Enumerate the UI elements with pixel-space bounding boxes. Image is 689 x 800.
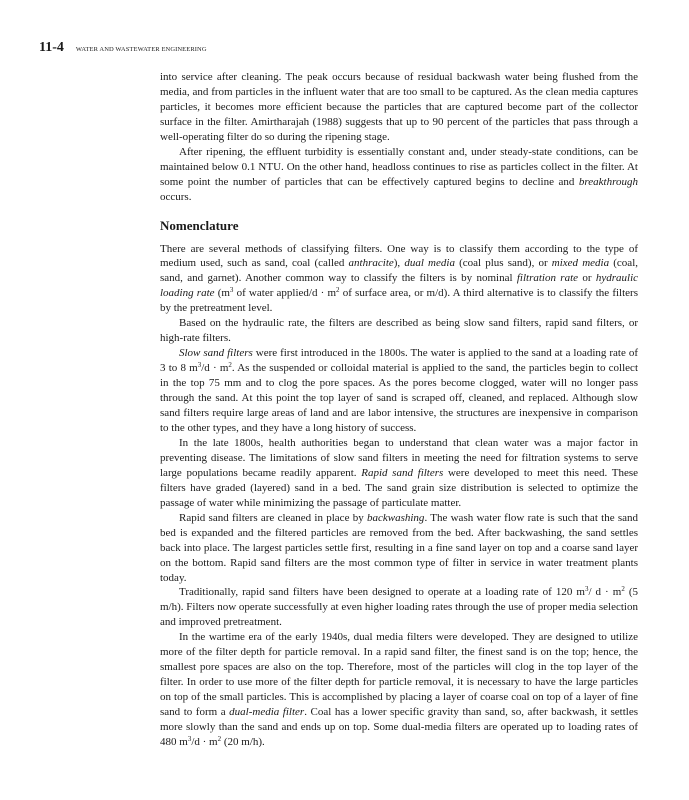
- paragraph-text: There are several methods of classifying filters. One way is to classify them according to the type of medium used, such as sand, coal (called: [160, 242, 638, 270]
- paragraph-text: were first introduced in the 1800s. The water is applied to the sand at a loading rate of 3 to 8 m: [160, 347, 638, 375]
- paragraph-text: Based on the hydraulic rate, the filters are described as being slow sand filters, rapid sand filters, or high-rate filters.: [160, 317, 638, 345]
- paragraph-text: Rapid sand filters are cleaned in place by: [179, 511, 367, 524]
- section-heading-nomenclature: Nomenclature: [160, 217, 239, 233]
- term-anthracite: anthracite: [348, 257, 394, 270]
- paragraph-text: of surface area, or m/d). A third alternative is to classify the filters by the pretreatment level.: [160, 287, 638, 315]
- superscript: 2: [217, 734, 222, 743]
- superscript: 3: [229, 286, 234, 295]
- term-filtration-rate: filtration rate: [516, 272, 579, 285]
- term-dual-media: dual media: [404, 257, 455, 270]
- paragraph-text: . As the suspended or colloidal material is applied to the sand, the particles begin to collect in the top 75 mm and to clog the pore spaces. As the pores become clogged, water will no longer pass through the sand. At this point the top layer of sand is scraped off, cleaned, and replaced. Although slow sand filters require large areas of land and are labor intensive, the structures are inexpensive in comparison to the other types, and they have a long history of success.: [160, 362, 638, 434]
- paragraph-text: occurs.: [160, 190, 192, 203]
- paragraph-text: In the wartime era of the early 1940s, dual media filters were developed. They are designed to utilize more of the filter depth for particle removal. In a rapid sand filter, the finest sand is on the top; hence, the smallest pore spaces are also on the top. Therefore, most of the particles will clog in the top layer of the filter. In order to use more of the filter depth for particle removal, it is necessary to have the large particles on top of the small particles. This is accomplished by placing a layer of coarse coal on top of a layer of fine sand to form a: [160, 631, 638, 719]
- superscript: 2: [336, 286, 340, 295]
- paragraph-text: In the late 1800s, health authorities began to understand that clean water was a major factor in preventing disease. The limitations of slow sand filters in meeting the need for filtration systems to serve large populations became readily apparent.: [160, 436, 638, 479]
- superscript: 3: [197, 361, 202, 370]
- paragraph-text: (coal plus sand), or: [454, 257, 552, 270]
- running-title: WATER AND WASTEWATER ENGINEERING: [75, 46, 207, 53]
- term-hydraulic-loading-rate: hydraulic loading rate: [160, 272, 639, 300]
- paragraph-rapid-sand-history: [160, 436, 638, 511]
- paragraph-text: (5 m/h). Filters now operate successfully at even higher loading rates through the use of proper media selection and improved pretreatment.: [160, 586, 639, 629]
- paragraph-text: of water applied/d · m: [233, 287, 337, 300]
- paragraph-backwashing: [160, 511, 638, 586]
- term-mixed-media: mixed media: [551, 257, 610, 270]
- paragraph-text: After ripening, the effluent turbidity is essentially constant and, under steady-state conditions, can be maintained below 0.1 NTU. On the other hand, headloss continues to rise as particles collect in the filter. At some point the number of particles that can be effectively captured begins to decline and: [160, 145, 638, 188]
- superscript: 3: [187, 734, 192, 743]
- superscript: 2: [228, 361, 232, 370]
- paragraph-text: /d · m: [201, 362, 229, 375]
- paragraph-text: ),: [393, 257, 405, 270]
- paragraph-text: or: [578, 272, 596, 285]
- paragraph-text: (m: [214, 287, 230, 300]
- body-text: [160, 70, 638, 750]
- page-number: 11-4: [39, 40, 64, 55]
- paragraph-classification: [160, 242, 638, 317]
- paragraph-text: into service after cleaning. The peak occurs because of residual backwash water being flushed from the media, and from particles in the influent water that are too small to be captured. As the clean media captures particles, it becomes more efficient because the particles that are captured become part of the collector surface in the filter. Amirtharajah (1988) suggests that up to 90 percent of the particles that pass through a well-operating filter do so during the ripening stage.: [160, 71, 638, 143]
- paragraph-text: Traditionally, rapid sand filters have been designed to operate at a loading rate of 120 m: [179, 586, 585, 599]
- term-slow-sand-filters: Slow sand filters: [179, 347, 253, 360]
- paragraph-text: . Coal has a lower specific gravity than sand, so, after backwash, it settles more slowly than the sand and ends up on top. Some dual-media filters are operated up to loading rates of 480 m: [160, 706, 638, 748]
- term-dual-media-filter: dual-media filter: [229, 706, 305, 719]
- term-breakthrough: breakthrough: [578, 175, 638, 188]
- superscript: 2: [621, 585, 625, 594]
- term-backwashing: backwashing: [366, 511, 425, 524]
- paragraph-text: / d · m: [588, 586, 622, 599]
- paragraph-dual-media: [160, 630, 638, 750]
- paragraph-text: (20 m/h).: [221, 735, 265, 748]
- paragraph-text: (coal, sand, and garnet). Another common way to classify the filters is by nominal: [160, 257, 638, 285]
- paragraph-text: /d · m: [191, 735, 218, 748]
- paragraph-hydraulic-rate: [160, 316, 638, 346]
- paragraph-after-ripening: [160, 145, 638, 205]
- paragraph-ripening-continuation: [160, 70, 638, 145]
- running-head: [39, 40, 207, 56]
- paragraph-text: . The wash water flow rate is such that the sand bed is expanded and the filtered particles are removed from the bed. After backwashing, the sand settles back into place. The largest particles settle first, resulting in a fine sand layer on top and a coarse sand layer on the bottom. Rapid sand filters are the most common type of filter in service in water treatment plants today.: [160, 511, 638, 584]
- paragraph-text: were developed to meet this need. These filters have graded (layered) sand in a bed. The sand grain size distribution is selected to optimize the passage of water while minimizing the passage of particulate matter.: [160, 466, 639, 509]
- term-rapid-sand-filters: Rapid sand filters: [361, 466, 444, 479]
- paragraph-loading-rate: [160, 585, 638, 630]
- superscript: 3: [584, 585, 589, 594]
- paragraph-slow-sand: [160, 346, 638, 436]
